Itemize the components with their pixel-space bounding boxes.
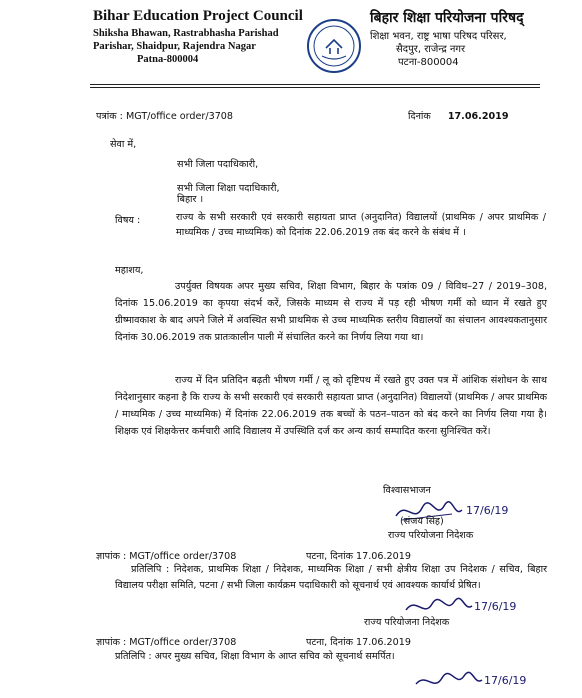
recipient-2: सभी जिला शिक्षा पदाधिकारी, xyxy=(177,183,280,194)
signer-title: राज्य परियोजना निदेशक xyxy=(388,530,474,541)
seva-me: सेवा में, xyxy=(110,139,137,150)
dinank-value: 17.06.2019 xyxy=(447,111,509,122)
recipient-3: बिहार । xyxy=(177,194,204,205)
cc1-number: MGT/office order/3708 xyxy=(129,551,237,562)
cc1-label: ज्ञापांक : xyxy=(96,551,127,562)
recipient-1: सभी जिला पदाधिकारी, xyxy=(177,159,259,170)
subject-text: राज्य के सभी सरकारी एवं सरकारी सहायता प्राप्त (अनुदानित) विद्यालयों (प्राथमिक / अपर प्राथमिक / माध्यमिक / उच्च माध्यमिक) को दिनांक 22.06.2019 तक बंद करने के संबंध में । xyxy=(176,212,546,238)
signature-date: 17/6/19 xyxy=(466,504,509,517)
cc2-number: MGT/office order/3708 xyxy=(129,637,237,648)
signer-name: (संजय सिंह) xyxy=(400,516,444,527)
address-line-1: Shiksha Bhawan, Rastrabhasha Parishad xyxy=(93,28,279,39)
address-line-3: Patna-800004 xyxy=(137,54,199,65)
salutation: महाशय, xyxy=(115,265,144,276)
hindi-address-3: पटना-800004 xyxy=(398,57,459,68)
signature-date: 17/6/19 xyxy=(474,600,517,613)
cc1-signer-title: राज्य परियोजना निदेशक xyxy=(364,617,450,628)
hindi-address-2: सैदपुर, राजेन्द्र नगर xyxy=(396,44,466,55)
header-divider-2 xyxy=(90,87,540,88)
org-name-english: Bihar Education Project Council xyxy=(93,8,303,24)
letter-number xyxy=(96,108,233,125)
address-line-2: Parishar, Shaidpur, Rajendra Nagar xyxy=(93,41,256,52)
paragraph-1: उपर्युक्त विषयक अपर मुख्य सचिव, शिक्षा विभाग, बिहार के पत्रांक 09 / विविध–27 / 2019–308, दिनांक 15.06.2019 का कृपया संदर्भ करें, जिसके माध्यम से राज्य में पड़ रही भीषण गर्मी को ध्यान में रखते हुए ग्रीष्मावकाश के बाद अपने जिले में अवस्थित सभी प्राथमिक से उच्च माध्यमिक स्तरीय विद्यालयों का संचालन आवश्यकतानुसार दिनांक 30.06.2019 तक प्रातःकालीन पाली में संचालित करने का निर्णय लिया गया था। xyxy=(115,281,547,343)
cc2-label: ज्ञापांक : xyxy=(96,637,127,648)
header-english xyxy=(93,8,313,66)
hindi-address-1: शिक्षा भवन, राष्ट्र भाषा परिषद परिसर, xyxy=(370,31,507,42)
header-divider xyxy=(90,84,540,85)
dinank-label: दिनांक xyxy=(408,111,431,122)
paragraph-2: राज्य में दिन प्रतिदिन बढ़ती भीषण गर्मी / लू को दृष्टिपथ में रखते हुए उक्त पत्र में आंशिक संशोधन के साथ निदेशानुसार कहना है कि राज्य के सभी सरकारी एवं सरकारी सहायता प्राप्त (अनुदानित) विद्यालयों (प्राथमिक / अपर प्राथमिक / माध्यमिक / उच्च माध्यमिक) में दिनांक 22.06.2019 तक बच्चों के पठन–पाठन को बंद करने का निर्णय लिया गया है। शिक्षक एवं शिक्षकेत्तर कर्मचारी आदि विद्यालय में उपस्थिति दर्ज कर अन्य कार्य सम्पादित करना सुनिश्चित करें। xyxy=(115,375,547,437)
subject-label: विषय : xyxy=(115,215,141,226)
header-hindi xyxy=(370,8,580,69)
signature-date: 17/6/19 xyxy=(484,674,527,687)
cc2-text: प्रतिलिपि : अपर मुख्य सचिव, शिक्षा विभाग के आप्त सचिव को सूचनार्थ समर्पित। xyxy=(115,651,395,662)
patrank-label: पत्रांक : xyxy=(96,111,123,122)
cc2-place-date: पटना, दिनांक 17.06.2019 xyxy=(306,637,411,648)
vishwasbhajan: विश्वासभाजन xyxy=(383,485,431,496)
cc1-text: प्रतिलिपि : निदेशक, प्राथमिक शिक्षा / निदेशक, माध्यमिक शिक्षा / सभी क्षेत्रीय शिक्षा उप निदेशक / सचिव, बिहार विद्यालय परीक्षा समिति, पटना / सभी जिला कार्यक्रम पदाधिकारी को सूचनार्थ एवं आवश्यक कार्यार्थ प्रेषित। xyxy=(115,564,547,591)
letter-date xyxy=(408,108,509,125)
org-name-hindi: बिहार शिक्षा परियोजना परिषद् xyxy=(370,10,524,26)
emblem-icon xyxy=(306,18,362,74)
cc1-place-date: पटना, दिनांक 17.06.2019 xyxy=(306,551,411,562)
patrank-value: MGT/office order/3708 xyxy=(125,111,234,122)
signature-icon xyxy=(412,668,532,694)
